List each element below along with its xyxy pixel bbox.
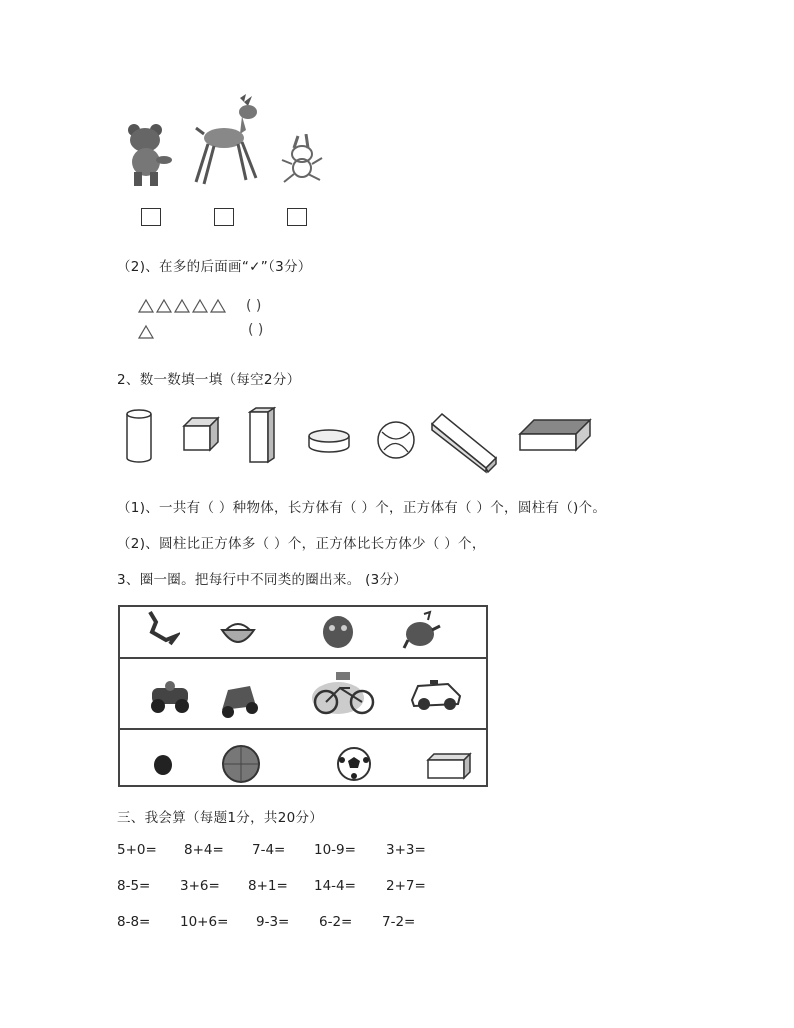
answer-box-2[interactable] <box>214 208 234 226</box>
basket-picture[interactable] <box>218 614 258 654</box>
basketball-picture[interactable] <box>220 744 262 784</box>
rabbit-picture <box>278 134 326 186</box>
answer-paren-row-1[interactable]: ( ) <box>246 298 262 314</box>
calc-item: 8+4= <box>184 842 224 858</box>
flat-cylinder-picture <box>306 428 352 456</box>
race-car-picture[interactable] <box>218 680 260 722</box>
flat-cuboid-picture <box>518 418 592 454</box>
question-2-title: 2、数一数填一填（每空2分） <box>117 372 301 388</box>
box-picture[interactable] <box>424 750 472 780</box>
toy-car-picture[interactable] <box>146 676 194 716</box>
calc-item: 8+1= <box>248 878 288 894</box>
answer-paren-row-2[interactable]: ( ) <box>248 322 264 338</box>
calc-item: 2+7= <box>386 878 426 894</box>
animal-picture-3[interactable] <box>318 610 358 652</box>
grid-divider-1 <box>118 657 488 659</box>
calc-item: 9-3= <box>256 914 290 930</box>
apple-picture[interactable] <box>152 752 174 776</box>
calc-item: 6-2= <box>319 914 353 930</box>
bear-picture <box>124 122 176 190</box>
ball-picture <box>376 418 416 462</box>
police-car-picture[interactable] <box>408 674 464 714</box>
animal-picture-1[interactable] <box>146 610 180 650</box>
bicycle-picture[interactable] <box>310 668 378 718</box>
calc-item: 3+3= <box>386 842 426 858</box>
calc-item: 8-5= <box>117 878 151 894</box>
long-cuboid-picture <box>430 410 498 474</box>
calc-item: 8-8= <box>117 914 151 930</box>
soccer-ball-picture[interactable] <box>336 746 372 782</box>
calc-item: 5+0= <box>117 842 157 858</box>
calc-item: 3+6= <box>180 878 220 894</box>
question-1-2-instruction: （2)、在多的后面画“✓”（3分） <box>117 259 312 275</box>
cylinder-picture <box>124 408 154 464</box>
triangle-row-1 <box>138 298 230 314</box>
calc-item: 7-2= <box>382 914 416 930</box>
triangle-row-2 <box>138 324 156 340</box>
tall-cuboid-picture <box>248 406 276 464</box>
calc-item: 10-9= <box>314 842 356 858</box>
deer-picture <box>190 94 266 186</box>
cube-picture <box>182 416 220 452</box>
grid-divider-2 <box>118 728 488 730</box>
calc-item: 7-4= <box>252 842 286 858</box>
calc-item: 10+6= <box>180 914 229 930</box>
question-3-title: 3、圈一圈。把每行中不同类的圈出来。 (3分） <box>117 572 408 588</box>
question-2-line-2: （2)、圆柱比正方体多（ ）个，正方体比长方体少（ ）个， <box>117 536 486 552</box>
answer-box-1[interactable] <box>141 208 161 226</box>
answer-box-3[interactable] <box>287 208 307 226</box>
section-3-title: 三、我会算（每题1分，共20分） <box>117 810 324 826</box>
calc-item: 14-4= <box>314 878 356 894</box>
question-2-line-1: （1)、一共有（ ）种物体，长方体有（ ）个，正方体有（ ）个，圆柱有（)个。 <box>117 500 607 516</box>
animal-picture-4[interactable] <box>402 610 442 654</box>
